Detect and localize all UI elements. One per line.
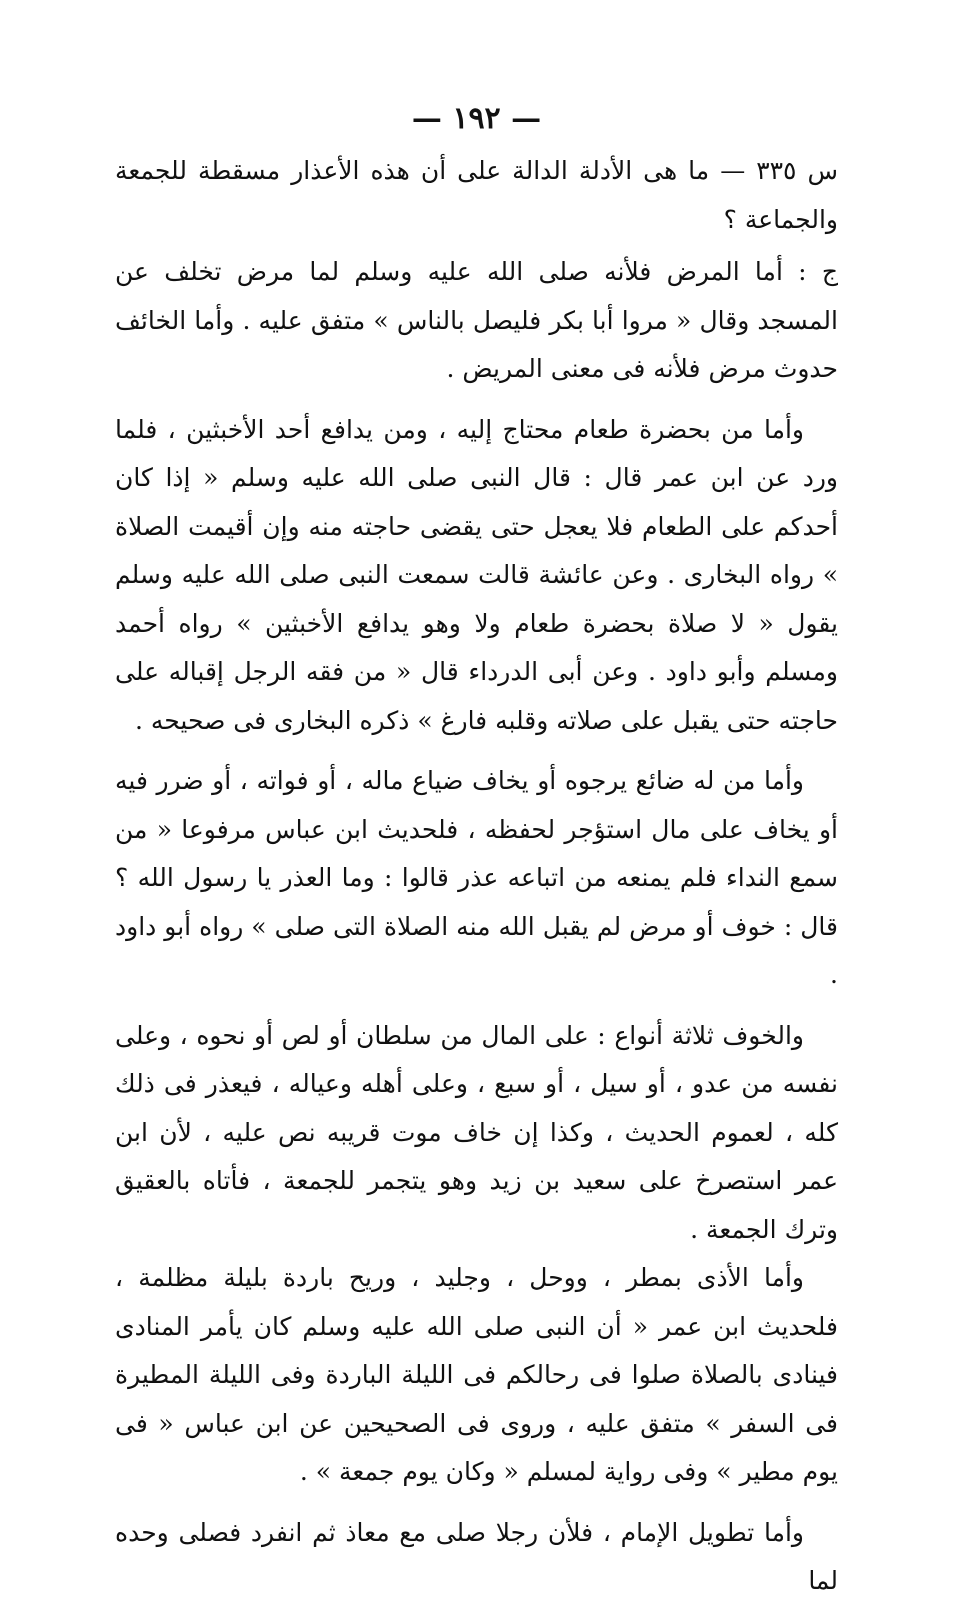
paragraph-food-and-need: وأما من بحضرة طعام محتاج إليه ، ومن يدافع أحد الأخبثين ، فلما ورد عن ابن عمر قال : قال النبى صلى الله عليه وسلم « إذا كان أحدكم على الطعام فلا يعجل حتى يقضى حاجته منه وإن أقيمت الصلاة » رواه البخارى . وعن عائشة قالت سمعت النبى صلى الله عليه وسلم يقول « لا صلاة بحضرة طعام ولا وهو يدافع الأخبثين » رواه أحمد ومسلم وأبو داود . وعن أبى الدرداء قال « من فقه الرجل إقباله على حاجته حتى يقبل على صلاته وقلبه فارغ » ذكره البخارى فى صحيحه . [115,414,838,735]
paragraph-rain-and-cold: وأما الأذى بمطر ، ووحل ، وجليد ، وريح باردة بليلة مظلمة ، فلحديث ابن عمر « أن النبى صلى الله عليه وسلم كان يأمر المنادى فينادى بالصلاة صلوا فى رحالكم فى الليلة الباردة وفى الليلة المطيرة فى السفر » متفق عليه ، وروى فى الصحيحين عن ابن عباس « فى يوم مطير » وفى رواية لمسلم « وكان يوم جمعة » . [115,1263,838,1486]
paragraph-long-prayer: وأما تطويل الإمام ، فلأن رجلا صلى مع معاذ ثم انفرد فصلى وحده لما [115,1517,838,1595]
paragraph-types-of-fear: والخوف ثلاثة أنواع : على المال من سلطان أو لص أو نحوه ، وعلى نفسه من عدو ، أو سيل ، أو سبع ، وعلى أهله وعياله ، فيعذر فى ذلك كله ، لعموم الحديث ، وكذا إن خاف موت قريبه نص عليه ، لأن ابن عمر استصرخ على سعيد بن زيد وهو يتجمر للجمعة ، فأتاه بالعقيق وترك الجمعة . [115,1020,838,1244]
paragraph-lost-property: وأما من له ضائع يرجوه أو يخاف ضياع ماله ، أو فواته ، أو ضرر فيه أو يخاف على مال استؤجر لحفظه ، فلحديث ابن عباس مرفوعا « من سمع النداء فلم يمنعه من اتباعه عذر قالوا : وما العذر يا رسول الله ؟ قال : خوف أو مرض لم يقبل الله منه الصلاة التى صلى » رواه أبو داود . [115,766,838,989]
page-body [115,147,838,1606]
page-number: — ١٩٢ — [411,101,542,136]
answer-paragraph-illness: ج : أما المرض فلأنه صلى الله عليه وسلم لما مرض تخلف عن المسجد وقال « مروا أبا بكر فليصل بالناس » متفق عليه . وأما الخائف حدوث مرض فلأنه فى معنى المريض . [115,257,838,383]
question-heading: س ٣٣٥ — ما هى الأدلة الدالة على أن هذه الأعذار مسقطة للجمعة والجماعة ؟ [115,156,838,234]
